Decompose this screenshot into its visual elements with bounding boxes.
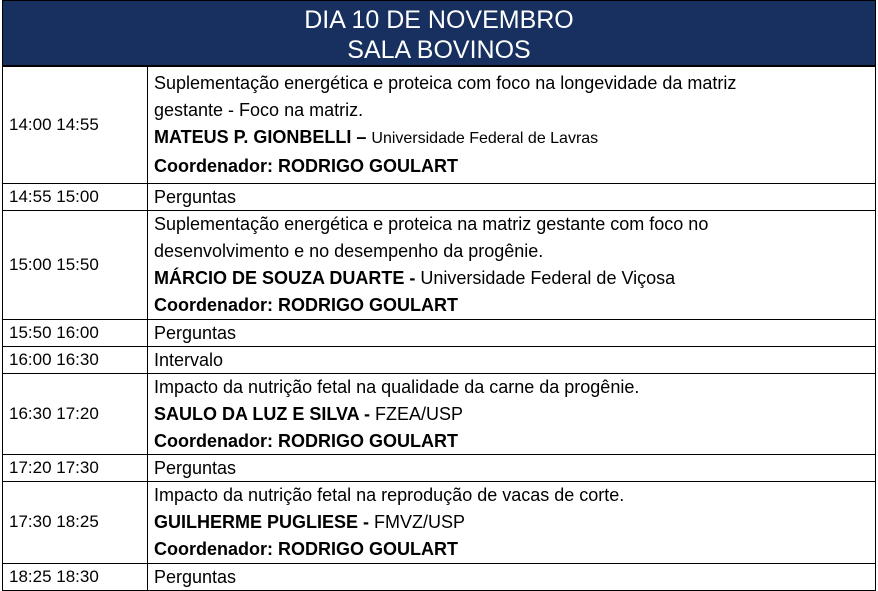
session-cell [148, 211, 876, 320]
session-title-line: Suplementação energética e proteica com foco na longevidade da matriz [154, 73, 737, 94]
session-title-line: Impacto da nutrição fetal na reprodução de vacas de corte. [154, 485, 625, 506]
time-cell: 17:20 17:30 [3, 455, 148, 482]
header-date: DIA 10 DE NOVEMBRO [304, 6, 574, 34]
session-title-line: Suplementação energética e proteica na matriz gestante com foco no [154, 214, 709, 235]
coordinator-name: Coordenador: RODRIGO GOULART [154, 538, 458, 559]
coordinator-name: Coordenador: RODRIGO GOULART [154, 294, 458, 315]
coordinator-line [154, 536, 875, 563]
coordinator-line [154, 153, 875, 180]
time-cell: 15:50 16:00 [3, 320, 148, 347]
table-row [3, 184, 876, 211]
header-room: SALA BOVINOS [347, 36, 531, 64]
speaker-affiliation: Universidade Federal de Viçosa [420, 268, 676, 288]
speaker-affiliation: FZEA/USP [375, 403, 464, 424]
time-cell: 14:55 15:00 [3, 184, 148, 211]
speaker-name: MÁRCIO DE SOUZA DUARTE - [154, 268, 416, 288]
speaker-name: SAULO DA LUZ E SILVA - [154, 403, 370, 424]
table-row [3, 347, 876, 374]
table-row [3, 374, 876, 455]
session-cell [148, 67, 876, 184]
session-cell: Intervalo [148, 347, 876, 374]
speaker-line [154, 401, 875, 428]
time-cell: 16:30 17:20 [3, 374, 148, 455]
speaker-line [154, 509, 875, 536]
session-cell: Perguntas [148, 563, 876, 590]
speaker-name: MATEUS P. GIONBELLI – [154, 127, 367, 147]
table-row [3, 211, 876, 320]
table-row [3, 563, 876, 590]
speaker-line [154, 265, 875, 292]
session-cell [148, 482, 876, 563]
table-row [3, 455, 876, 482]
session-title-line: Impacto da nutrição fetal na qualidade da carne da progênie. [154, 377, 640, 397]
table-row [3, 482, 876, 563]
table-row [3, 67, 876, 184]
session-cell: Perguntas [148, 455, 876, 482]
session-cell: Perguntas [148, 320, 876, 347]
session-title-line: desenvolvimento e no desempenho da progênie. [154, 241, 544, 262]
time-cell: 15:00 15:50 [3, 211, 148, 320]
coordinator-name: Coordenador: RODRIGO GOULART [154, 155, 458, 176]
coordinator-line [154, 292, 875, 319]
coordinator-name: Coordenador: RODRIGO GOULART [154, 430, 458, 451]
speaker-name: GUILHERME PUGLIESE - [154, 512, 370, 533]
speaker-line [154, 124, 875, 153]
session-cell [148, 374, 876, 455]
time-cell: 18:25 18:30 [3, 563, 148, 590]
schedule-table [2, 66, 876, 591]
time-cell: 16:00 16:30 [3, 347, 148, 374]
session-title-line: gestante - Foco na matriz. [154, 100, 364, 121]
session-cell: Perguntas [148, 184, 876, 211]
time-cell: 17:30 18:25 [3, 482, 148, 563]
table-row [3, 320, 876, 347]
speaker-affiliation: FMVZ/USP [374, 512, 466, 533]
coordinator-line [154, 428, 875, 455]
speaker-affiliation: Universidade Federal de Lavras [371, 130, 599, 147]
schedule-header [2, 0, 876, 66]
time-cell: 14:00 14:55 [3, 67, 148, 184]
